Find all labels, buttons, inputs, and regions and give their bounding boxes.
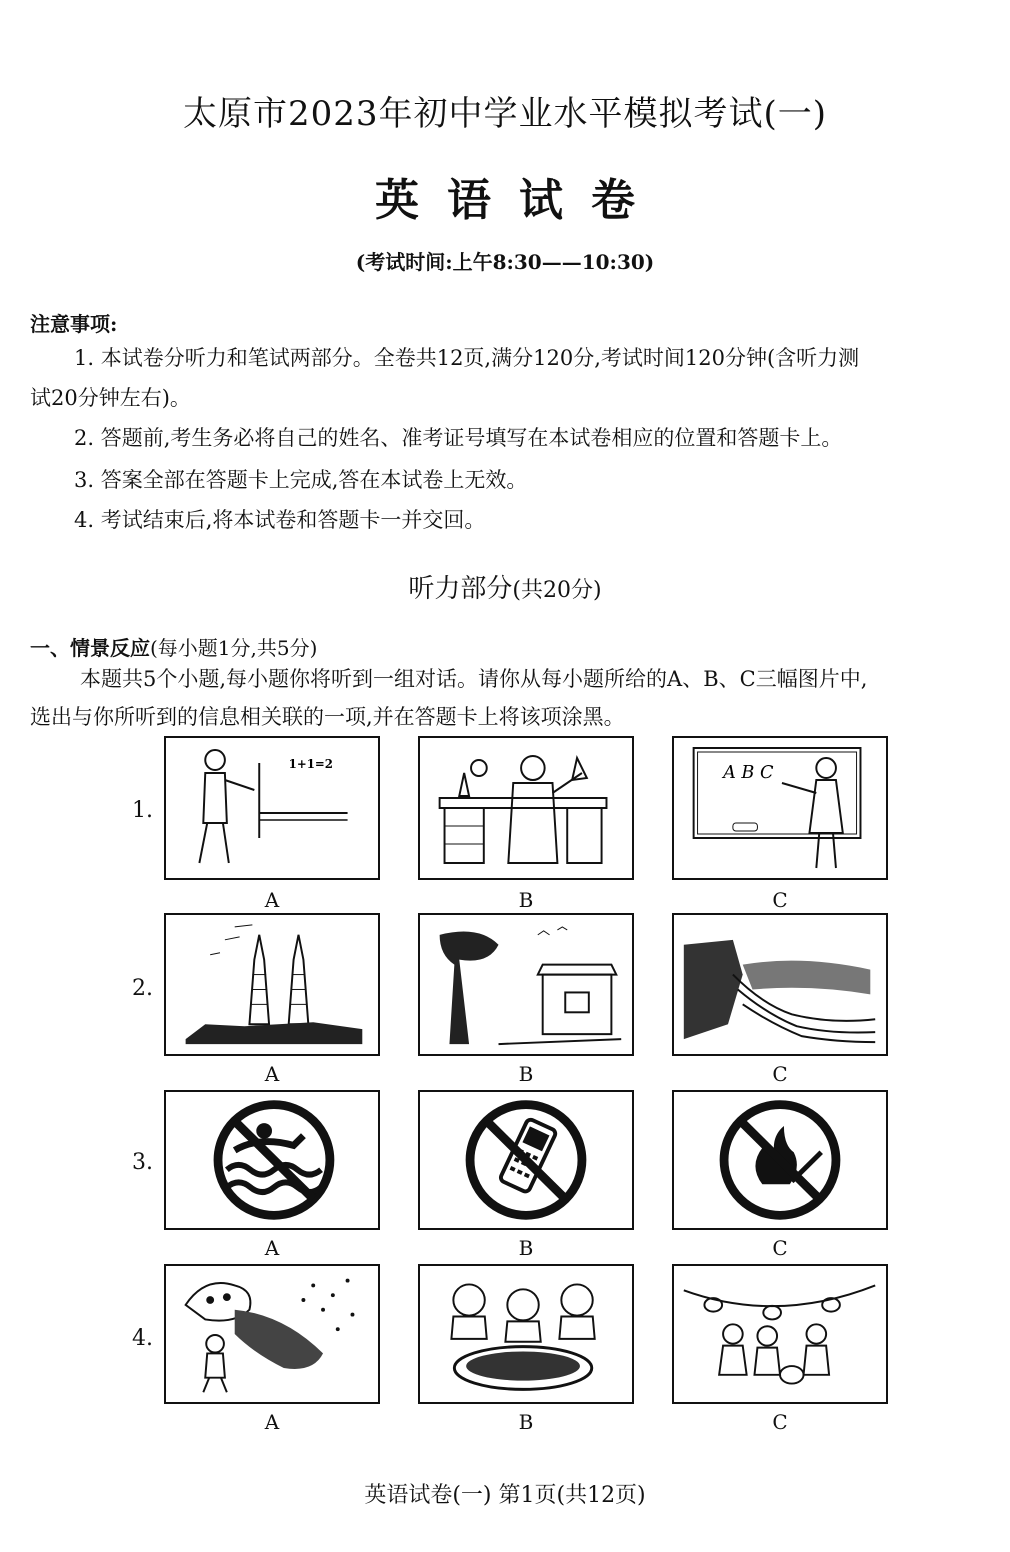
option-picture-c [672,1090,888,1230]
no-fire-icon [674,1092,886,1228]
option-picture-c [672,736,888,880]
notice-item-3 [30,460,985,500]
section1-score: (每小题1分,共5分) [150,636,318,660]
svg-text:1+1=2: 1+1=2 [288,756,333,772]
option-picture-a [164,736,380,880]
option-picture-a [164,1264,380,1404]
lion-dance-icon [166,1266,378,1402]
option-label: A [264,1236,280,1260]
option-label: C [772,1062,788,1086]
listening-heading-text: 听力部分 [408,574,513,604]
notice-heading: 注意事项: [30,312,118,336]
option-label: A [264,888,280,912]
option-picture-a [164,1090,380,1230]
twin-pagodas-icon [166,915,378,1054]
question-number: 3. [132,1150,153,1175]
section1-instruction-line1: 本题共5个小题,每小题你将听到一组对话。请你从每小题所给的A、B、C三幅图片中, [80,667,868,691]
teacher-abc-board-icon [674,738,886,878]
no-swimming-icon [166,1092,378,1228]
notice-item-1-line1: 1. 本试卷分听力和笔试两部分。全卷共12页,满分120分,考试时间120分钟(含听力测 [74,346,860,370]
page-title: 太原市2023年初中学业水平模拟考试(一) [182,94,828,134]
question-number: 4. [132,1326,153,1351]
option-picture-a [164,913,380,1056]
teacher-math-board-icon [166,738,378,878]
option-picture-b [418,913,634,1056]
notice-item-4-text: 4. 考试结束后,将本试卷和答题卡一并交回。 [74,508,486,532]
question-number: 1. [132,798,153,823]
notice-item-1-line2: 试20分钟左右)。 [30,386,191,410]
option-picture-c [672,1264,888,1404]
lantern-festival-icon [674,1266,886,1402]
exam-time: (考试时间:上午8:30——10:30) [355,250,655,274]
notice-item-2-text: 2. 答题前,考生务必将自己的姓名、准考证号填写在本试卷相应的位置和答题卡上。 [74,426,843,450]
listening-score: (共20分) [512,578,602,603]
children-hotpot-icon [420,1266,632,1402]
option-label: C [772,1236,788,1260]
option-label: B [518,1062,534,1086]
option-label: C [772,1410,788,1434]
svg-text:A B C: A B C [723,761,774,784]
notice-item-1 [30,338,985,418]
option-picture-c [672,913,888,1056]
option-picture-b [418,1264,634,1404]
option-picture-b [418,736,634,880]
no-phone-icon [420,1092,632,1228]
option-label: A [264,1062,280,1086]
option-label: B [518,1236,534,1260]
scientist-lab-icon [420,738,632,878]
waterfall-icon [674,915,886,1054]
option-label: B [518,888,534,912]
section1-heading [30,632,317,661]
exam-title: 英语试卷 [375,175,663,226]
option-label: B [518,1410,534,1434]
option-label: C [772,888,788,912]
page-footer: 英语试卷(一) 第1页(共12页) [364,1483,646,1508]
section1-instructions [30,660,990,736]
notice-item-2 [30,418,985,458]
notice-item-3-text: 3. 答案全部在答题卡上完成,答在本试卷上无效。 [74,468,528,492]
question-number: 2. [132,976,153,1001]
ancient-temple-tree-icon [420,915,632,1054]
notice-item-4 [30,500,985,540]
listening-section-heading [0,568,1010,605]
section1-instruction-line2: 选出与你所听到的信息相关联的一项,并在答题卡上将该项涂黑。 [30,705,625,729]
section1-title: 一、情景反应 [30,636,150,660]
option-picture-b [418,1090,634,1230]
option-label: A [264,1410,280,1434]
